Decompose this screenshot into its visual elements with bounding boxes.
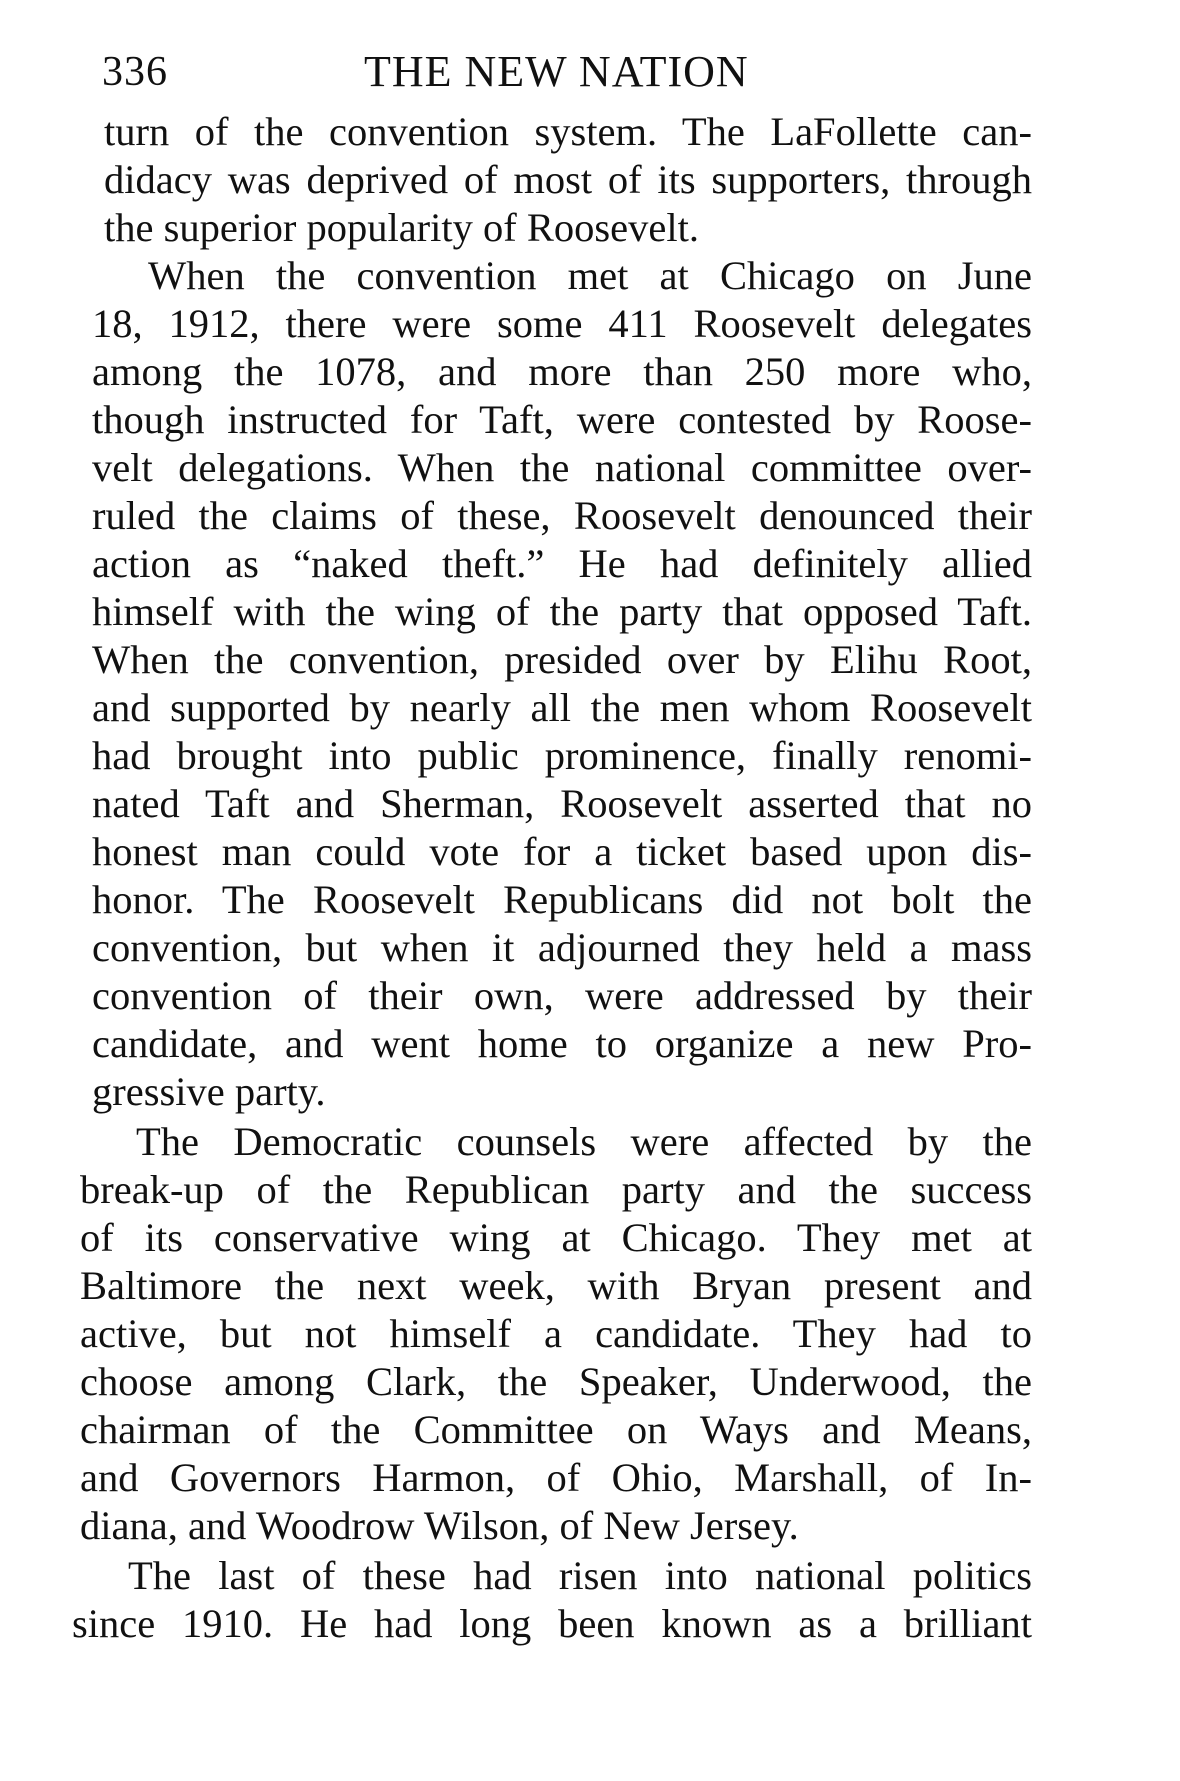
text-line: convention, but when it adjourned they held a mass [92,925,1032,970]
text-line: Baltimore the next week, with Bryan present and [80,1263,1032,1308]
text-line: diana, and Woodrow Wilson, of New Jersey. [80,1503,799,1548]
text-line: honor. The Roosevelt Republicans did not bolt the [92,877,1032,922]
text-line: choose among Clark, the Speaker, Underwood, the [80,1359,1032,1404]
text-line: and supported by nearly all the men whom Roosevelt [92,685,1032,730]
text-line: the superior popularity of Roosevelt. [104,205,700,250]
page-number: 336 [102,49,168,95]
book-page [72,40,1032,1760]
text-line: velt delegations. When the national committee over- [92,445,1032,490]
text-line: When the convention, presided over by Elihu Root, [92,637,1032,682]
running-head [72,40,1032,104]
paragraph-4 [72,1552,1032,1648]
text-line: didacy was deprived of most of its supporters, through [104,157,1032,202]
text-line: though instructed for Taft, were contested by Roose- [92,397,1032,442]
paragraph-3 [80,1118,1032,1550]
text-line: honest man could vote for a ticket based upon dis- [92,829,1032,874]
text-line: The last of these had risen into national politics [128,1553,1032,1598]
text-line: himself with the wing of the party that opposed Taft. [92,589,1032,634]
text-line: nated Taft and Sherman, Roosevelt asserted that no [92,781,1032,826]
text-line: 18, 1912, there were some 411 Roosevelt delegates [92,301,1032,346]
text-line: of its conservative wing at Chicago. They met at [80,1215,1032,1260]
paragraph-2 [92,252,1032,1116]
text-line: The Democratic counsels were affected by the [136,1119,1032,1164]
text-line: chairman of the Committee on Ways and Means, [80,1407,1032,1452]
text-line: action as “naked theft.” He had definitely allied [92,541,1032,586]
text-line: When the convention met at Chicago on June [148,253,1032,298]
text-line: among the 1078, and more than 250 more who, [92,349,1032,394]
text-line: and Governors Harmon, of Ohio, Marshall, of In- [80,1455,1032,1500]
text-line: break-up of the Republican party and the success [80,1167,1032,1212]
text-line: gressive party. [92,1069,326,1114]
text-line: active, but not himself a candidate. They had to [80,1311,1032,1356]
text-line: convention of their own, were addressed by their [92,973,1032,1018]
paragraph-1 [104,108,1032,252]
text-line: candidate, and went home to organize a new Pro- [92,1021,1032,1066]
text-line: turn of the convention system. The LaFollette can- [104,109,1032,154]
text-line: had brought into public prominence, finally renomi- [92,733,1032,778]
page-title: THE NEW NATION [364,47,749,96]
text-line: since 1910. He had long been known as a brilliant [72,1601,1032,1646]
text-line: ruled the claims of these, Roosevelt denounced their [92,493,1032,538]
